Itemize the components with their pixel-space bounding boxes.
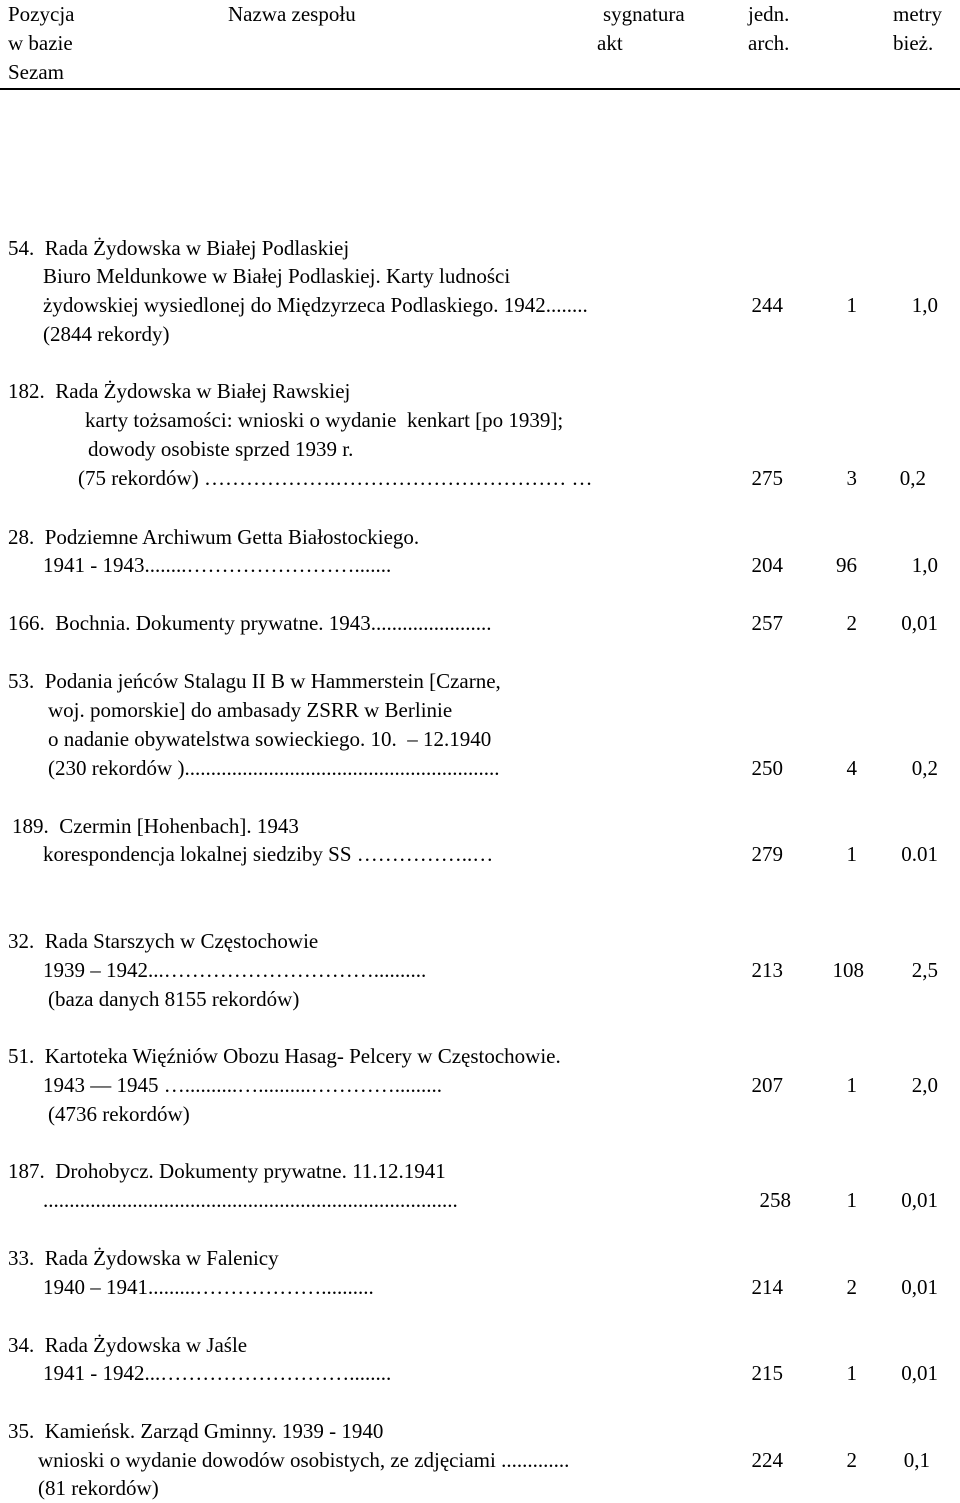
- entry-line: (81 rekordów): [38, 1476, 159, 1500]
- entry-line: 1941 - 1943........…………………….......: [43, 553, 392, 577]
- sygnatura-value: 275: [751, 466, 783, 490]
- header-label: Pozycja: [8, 2, 75, 26]
- entry-line: (baza danych 8155 rekordów): [48, 987, 300, 1011]
- sygnatura-value: 250: [751, 756, 783, 780]
- entry-line: woj. pomorskie] do ambasady ZSRR w Berlinie: [48, 698, 453, 722]
- entry-line: korespondencja lokalnej siedziby SS ……………..…: [43, 842, 494, 866]
- jedn-value: 1: [846, 1361, 857, 1385]
- metry-value: 1,0: [911, 293, 938, 317]
- header-label: sygnatura: [603, 2, 685, 26]
- metry-value: 0,01: [901, 611, 938, 635]
- header-label: metry: [893, 2, 942, 26]
- sygnatura-value: 279: [751, 842, 783, 866]
- header-col-sygnatura: [597, 0, 685, 58]
- entry-line: (230 rekordów )............................................................: [48, 756, 500, 780]
- jedn-value: 2: [846, 1275, 857, 1299]
- header-divider: [0, 88, 960, 90]
- header-label: jedn.: [748, 2, 790, 26]
- entry-line: wnioski o wydanie dowodów osobistych, ze zdjęciami .............: [38, 1448, 570, 1472]
- entry-line: 1940 – 1941.........………………..........: [43, 1275, 374, 1299]
- entry-line: (4736 rekordów): [48, 1102, 190, 1126]
- header-col-nazwa: [228, 0, 356, 29]
- header-label: bież.: [893, 31, 934, 55]
- entry-title: 189. Czermin [Hohenbach]. 1943: [12, 814, 299, 838]
- jedn-value: 1: [846, 1188, 857, 1212]
- header-label: akt: [597, 31, 623, 55]
- metry-value: 0,2: [911, 756, 938, 780]
- sygnatura-value: 213: [751, 958, 783, 982]
- sygnatura-value: 204: [751, 553, 783, 577]
- metry-value: 0,01: [901, 1275, 938, 1299]
- sygnatura-value: 215: [751, 1361, 783, 1385]
- entry-line: 1939 – 1942...…………………………..........: [43, 958, 427, 982]
- entry-line: o nadanie obywatelstwa sowieckiego. 10. – 12.1940: [48, 727, 492, 751]
- header-label: Sezam: [8, 60, 64, 84]
- jedn-value: 108: [832, 958, 864, 982]
- entry-title: 32. Rada Starszych w Częstochowie: [8, 929, 319, 953]
- metry-value: 0,1: [903, 1448, 930, 1472]
- metry-value: 2,5: [911, 958, 938, 982]
- sygnatura-value: 224: [751, 1448, 783, 1472]
- metry-value: 0,01: [901, 1188, 938, 1212]
- entry-line: (75 rekordów) ……………….…………………………… …: [78, 466, 593, 490]
- metry-value: 2,0: [911, 1073, 938, 1097]
- header-col-metry: [893, 0, 942, 58]
- header-col-jedn: [748, 0, 789, 58]
- entry-line: dowody osobiste sprzed 1939 r.: [88, 437, 354, 461]
- entry-title: 35. Kamieńsk. Zarząd Gminny. 1939 - 1940: [8, 1419, 384, 1443]
- entry-title: 182. Rada Żydowska w Białej Rawskiej: [8, 379, 351, 403]
- sygnatura-value: 244: [751, 293, 783, 317]
- entry-title: 28. Podziemne Archiwum Getta Białostockiego.: [8, 525, 420, 549]
- header-label: Nazwa zespołu: [228, 2, 356, 26]
- metry-value: 1,0: [911, 553, 938, 577]
- entry-line: żydowskiej wysiedlonej do Międzyrzeca Podlaskiego. 1942........: [43, 293, 588, 317]
- entry-title: 33. Rada Żydowska w Falenicy: [8, 1246, 279, 1270]
- entry-title: 187. Drohobycz. Dokumenty prywatne. 11.12.1941: [8, 1159, 446, 1183]
- entry-line: 1941 - 1942...………………………........: [43, 1361, 392, 1385]
- header-label: arch.: [748, 31, 790, 55]
- entry-title: 51. Kartoteka Więźniów Obozu Hasag- Pelcery w Częstochowie.: [8, 1044, 561, 1068]
- jedn-value: 1: [846, 293, 857, 317]
- entry-line: karty tożsamości: wnioski o wydanie kenkart [po 1939];: [85, 408, 564, 432]
- entry-title: 54. Rada Żydowska w Białej Podlaskiej: [8, 236, 350, 260]
- jedn-value: 1: [846, 842, 857, 866]
- sygnatura-value: 207: [751, 1073, 783, 1097]
- entry-line: ...............................................................................: [43, 1188, 458, 1212]
- metry-value: 0.01: [901, 842, 938, 866]
- jedn-value: 2: [846, 1448, 857, 1472]
- entry-title: 53. Podania jeńców Stalagu II B w Hammerstein [Czarne,: [8, 669, 501, 693]
- header-label: w bazie: [8, 31, 73, 55]
- entry-line: Biuro Meldunkowe w Białej Podlaskiej. Karty ludności: [43, 264, 511, 288]
- jedn-value: 1: [846, 1073, 857, 1097]
- metry-value: 0,2: [899, 466, 926, 490]
- sygnatura-value: 214: [751, 1275, 783, 1299]
- entry-title: 166. Bochnia. Dokumenty prywatne. 1943.......................: [8, 611, 492, 635]
- sygnatura-value: 258: [759, 1188, 791, 1212]
- jedn-value: 3: [846, 466, 857, 490]
- entry-line: 1943 –– 1945 …..........…..........………….........: [43, 1073, 442, 1097]
- entry-line: (2844 rekordy): [43, 322, 170, 346]
- jedn-value: 2: [846, 611, 857, 635]
- jedn-value: 4: [846, 756, 857, 780]
- jedn-value: 96: [836, 553, 857, 577]
- header-col-pozycja: [8, 0, 74, 87]
- entry-title: 34. Rada Żydowska w Jaśle: [8, 1333, 248, 1357]
- sygnatura-value: 257: [751, 611, 783, 635]
- metry-value: 0,01: [901, 1361, 938, 1385]
